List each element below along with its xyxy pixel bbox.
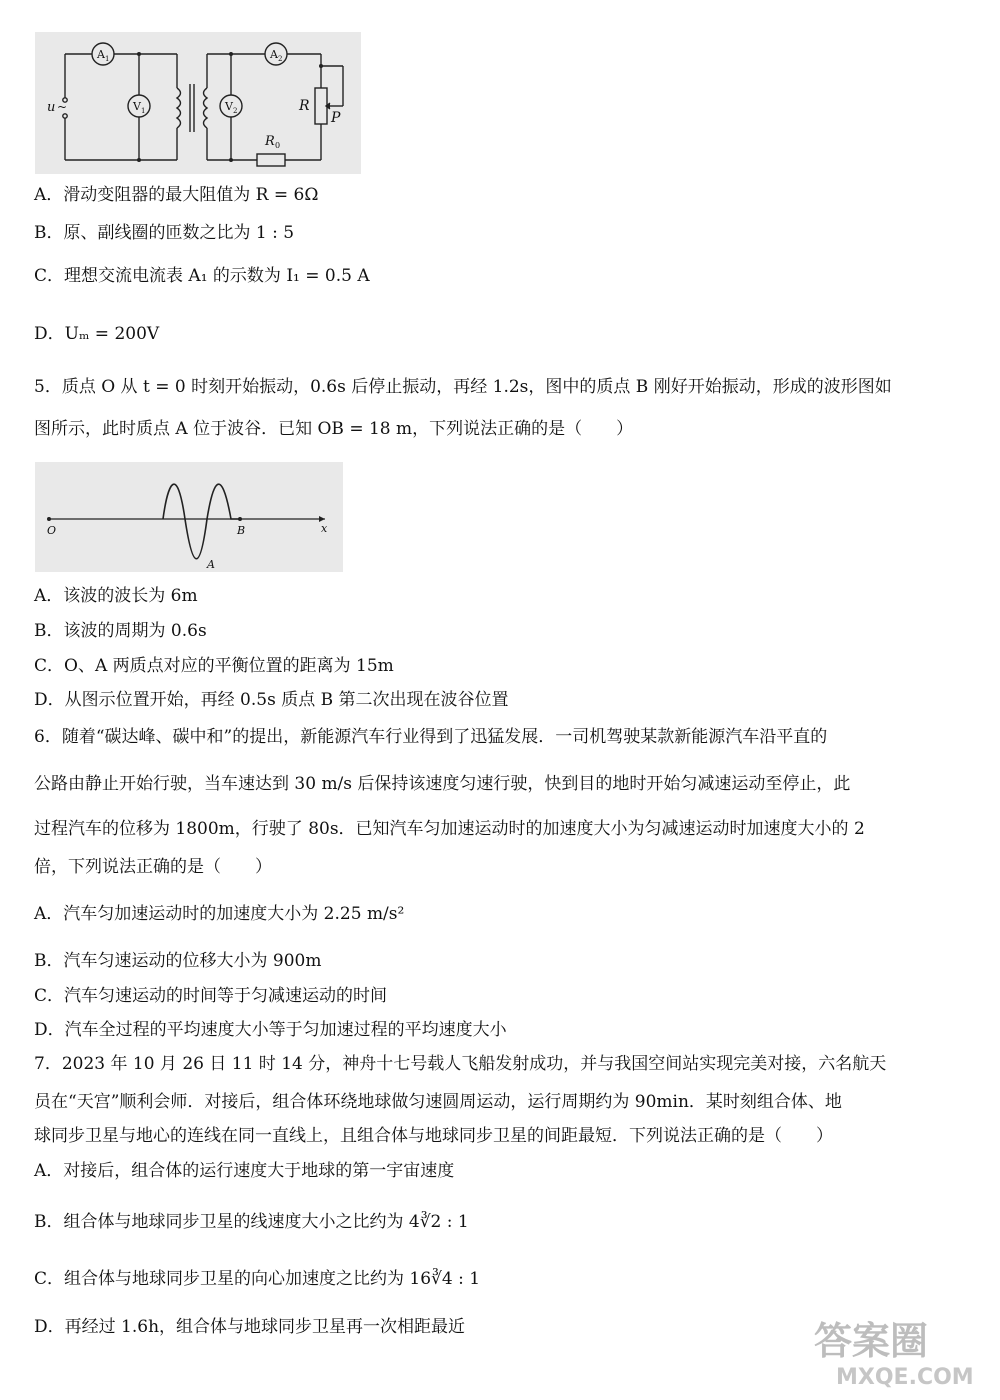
voltmeter-v1-sub: 1 [141,107,146,115]
q6-stem-line2: 公路由静止开始行驶，当车速达到 30 m/s 后保持该速度匀速行驶，快到目的地时开始匀减速运动至停止，此 [34,774,851,794]
wave-point-a-label: A [207,558,215,571]
ammeter-a2-sub: 2 [278,55,283,63]
ammeter-a2-label: A [270,48,278,61]
q6-option-d: D．汽车全过程的平均速度大小等于匀加速过程的平均速度大小 [34,1020,507,1040]
q4-option-c: C．理想交流电流表 A₁ 的示数为 I₁ = 0.5 A [34,266,370,286]
q7-option-a: A．对接后，组合体的运行速度大于地球的第一宇宙速度 [34,1161,455,1181]
voltmeter-v2-label: V [225,100,233,113]
wave-origin-label: O [47,524,57,537]
slider-p-label: P [331,110,341,126]
q5-stem-line2: 图所示，此时质点 A 位于波谷．已知 OB = 18 m，下列说法正确的是（ ） [34,419,634,439]
q7-stem-line1: 7．2023 年 10 月 26 日 11 时 14 分，神舟十七号载人飞船发射成功，并与我国空间站实现完美对接，六名航天 [34,1054,887,1074]
q4-option-b: B．原、副线圈的匝数之比为 1 : 5 [34,223,295,243]
q5-option-a: A．该波的波长为 6m [34,586,198,606]
rheostat-r-label: R [299,98,310,114]
q5-option-c: C．O、A 两质点对应的平衡位置的距离为 15m [34,656,394,676]
q6-stem-line4: 倍，下列说法正确的是（ ） [34,857,272,877]
q7-option-d: D．再经过 1.6h，组合体与地球同步卫星再一次相距最近 [34,1317,466,1337]
wave-x-axis-label: x [321,522,328,535]
q5-stem-line1: 5．质点 O 从 t = 0 时刻开始振动，0.6s 后停止振动，再经 1.2s，图中的质点 B 刚好开始振动，形成的波形图如 [34,377,892,397]
wave-diagram [35,462,343,572]
source-u-label: u [47,100,56,115]
watermark-top-text: 答案圈 [814,1319,929,1363]
q6-stem-line3: 过程汽车的位移为 1800m，行驶了 80s．已知汽车匀加速运动时的加速度大小为匀减速运动时加速度大小的 2 [34,819,865,839]
site-watermark [796,1312,986,1392]
q5-option-d: D．从图示位置开始，再经 0.5s 质点 B 第二次出现在波谷位置 [34,690,509,710]
wave-figure [35,462,343,572]
resistor-r0-label: R [265,134,275,149]
circuit-figure [35,32,361,174]
watermark-logo [796,1312,986,1392]
voltmeter-v2-sub: 2 [233,107,238,115]
q7-option-b: B．组合体与地球同步卫星的线速度大小之比约为 4∛2 : 1 [34,1212,469,1232]
watermark-bottom-text: MXQE.COM [836,1365,974,1390]
q4-option-a: A．滑动变阻器的最大阻值为 R = 6Ω [34,185,319,205]
q7-stem-line3: 球同步卫星与地心的连线在同一直线上，且组合体与地球同步卫星的间距最短．下列说法正确的是（ ） [34,1126,833,1146]
ammeter-a1-sub: 1 [105,55,110,63]
q6-option-a: A．汽车匀加速运动时的加速度大小为 2.25 m/s² [34,904,405,924]
q6-stem-line1: 6．随着“碳达峰、碳中和”的提出，新能源汽车行业得到了迅猛发展．一司机驾驶某款新能源汽车沿平直的 [34,727,828,747]
wave-point-b-label: B [237,524,246,537]
q6-option-c: C．汽车匀速运动的时间等于匀减速运动的时间 [34,986,388,1006]
q7-option-c: C．组合体与地球同步卫星的向心加速度之比约为 16∛4 : 1 [34,1269,481,1289]
q6-option-b: B．汽车匀速运动的位移大小为 900m [34,951,322,971]
circuit-diagram [35,32,361,174]
source-ac-symbol: ~ [57,100,68,114]
q4-option-d: D．Uₘ = 200V [34,324,160,344]
resistor-r0-sub: 0 [275,141,281,150]
voltmeter-v1-label: V [133,100,141,113]
ammeter-a1-label: A [97,48,105,61]
q5-option-b: B．该波的周期为 0.6s [34,621,207,641]
q7-stem-line2: 员在“天宫”顺利会师．对接后，组合体环绕地球做匀速圆周运动，运行周期约为 90min．某时刻组合体、地 [34,1092,842,1112]
